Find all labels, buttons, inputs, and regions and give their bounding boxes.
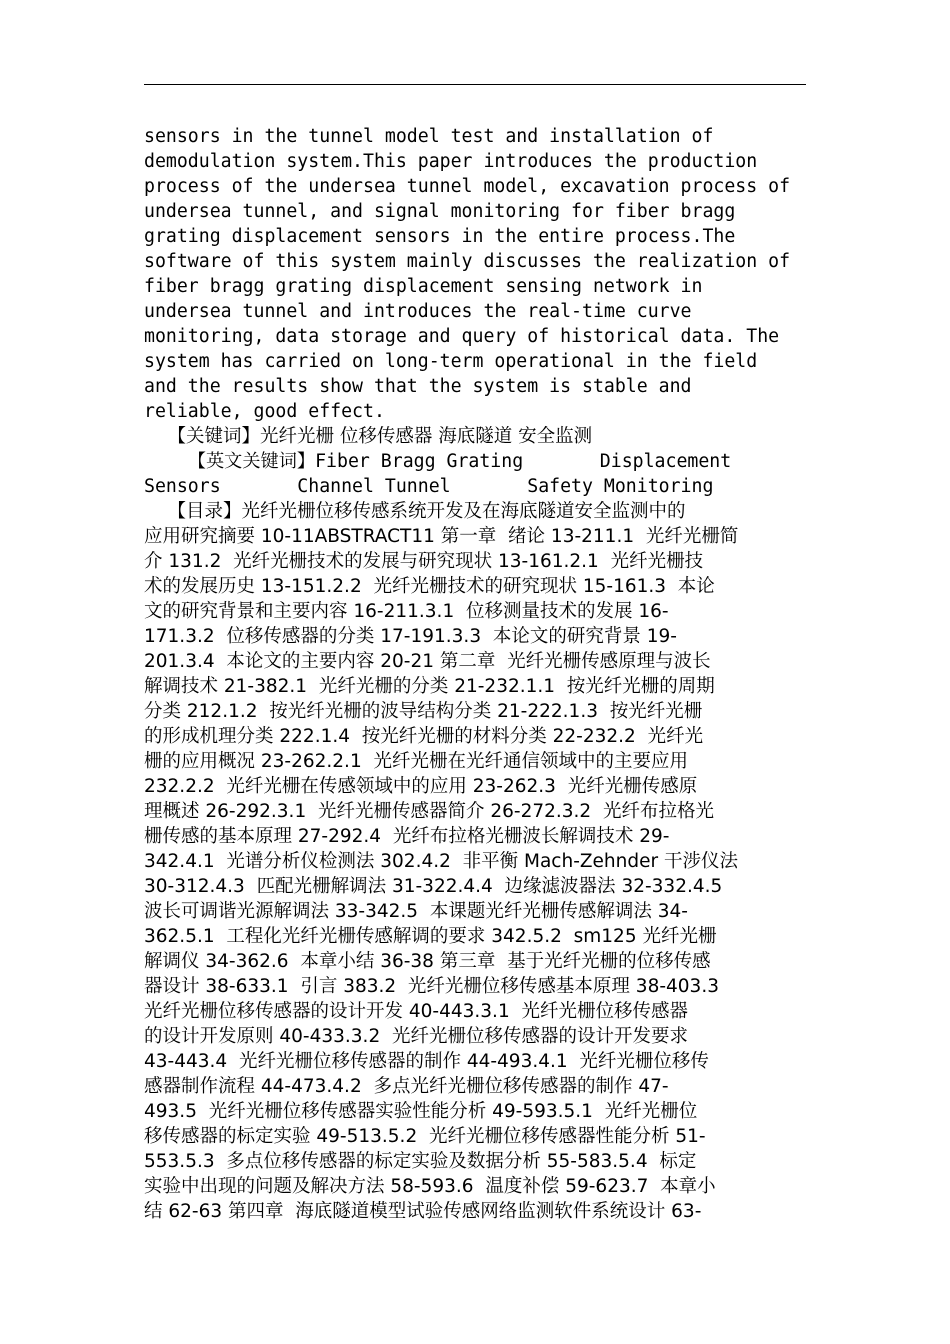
toc-line: 171.3.2 位移传感器的分类 17-191.3.3 本论文的研究背景 19-: [144, 626, 677, 647]
toc-line: 光纤光栅位移传感器的设计开发 40-443.3.1 光纤光栅位移传感器: [144, 1001, 688, 1022]
toc-line: 30-312.4.3 匹配光栅解调法 31-322.4.4 边缘滤波器法 32-332.4.5: [144, 876, 723, 897]
toc-line: 结 62-63 第四章 海底隧道模型试验传感网络监测软件系统设计 63-: [144, 1201, 702, 1222]
english-keywords-line: 【英文关键词】Fiber Bragg Grating Displacement: [144, 451, 732, 472]
toc-line: 493.5 光纤光栅位移传感器实验性能分析 49-593.5.1 光纤光栅位: [144, 1101, 698, 1122]
abstract-line: sensors in the tunnel model test and installation of: [144, 126, 714, 147]
table-of-contents: [144, 499, 806, 1224]
abstract-line: undersea tunnel, and signal monitoring for fiber bragg: [144, 201, 736, 222]
toc-line: 342.4.1 光谱分析仪检测法 302.4.2 非平衡 Mach-Zehnder 干涉仪法: [144, 851, 738, 872]
toc-line: 应用研究摘要 10-11ABSTRACT11 第一章 绪论 13-211.1 光纤光栅简: [144, 526, 739, 547]
english-keywords: [144, 449, 806, 499]
abstract-line: software of this system mainly discusses the realization of: [144, 251, 791, 272]
toc-line: 分类 212.1.2 按光纤光栅的波导结构分类 21-222.1.3 按光纤光栅: [144, 701, 703, 722]
document-body: [144, 124, 806, 1224]
toc-line: 介 131.2 光纤光栅技术的发展与研究现状 13-161.2.1 光纤光栅技: [144, 551, 704, 572]
toc-line: 【目录】光纤光栅位移传感系统开发及在海底隧道安全监测中的: [144, 501, 686, 522]
english-keywords-line: Sensors Channel Tunnel Safety Monitoring: [144, 476, 714, 497]
abstract-line: reliable, good effect.: [144, 401, 385, 422]
toc-line: 43-443.4 光纤光栅位移传感器的制作 44-493.4.1 光纤光栅位移传: [144, 1051, 709, 1072]
toc-line: 波长可调谐光源解调法 33-342.5 本课题光纤光栅传感解调法 34-: [144, 901, 688, 922]
abstract-line: fiber bragg grating displacement sensing network in: [144, 276, 703, 297]
abstract-line: undersea tunnel and introduces the real-time curve: [144, 301, 692, 322]
toc-line: 文的研究背景和主要内容 16-211.3.1 位移测量技术的发展 16-: [144, 601, 669, 622]
toc-line: 理概述 26-292.3.1 光纤光栅传感器简介 26-272.3.2 光纤布拉格光: [144, 801, 714, 822]
english-abstract: [144, 124, 806, 424]
toc-line: 232.2.2 光纤光栅在传感领域中的应用 23-262.3 光纤光栅传感原: [144, 776, 698, 797]
keywords-line: 【关键词】光纤光栅 位移传感器 海底隧道 安全监测: [144, 426, 593, 447]
toc-line: 实验中出现的问题及解决方法 58-593.6 温度补偿 59-623.7 本章小: [144, 1176, 716, 1197]
toc-line: 的形成机理分类 222.1.4 按光纤光栅的材料分类 22-232.2 光纤光: [144, 726, 704, 747]
abstract-line: process of the undersea tunnel model, excavation process of: [144, 176, 791, 197]
toc-line: 201.3.4 本论文的主要内容 20-21 第二章 光纤光栅传感原理与波长: [144, 651, 711, 672]
abstract-line: system has carried on long-term operational in the field: [144, 351, 758, 372]
toc-line: 解调仪 34-362.6 本章小结 36-38 第三章 基于光纤光栅的位移传感: [144, 951, 711, 972]
toc-line: 解调技术 21-382.1 光纤光栅的分类 21-232.1.1 按光纤光栅的周期: [144, 676, 715, 697]
abstract-line: grating displacement sensors in the entire process.The: [144, 226, 736, 247]
toc-line: 栅的应用概况 23-262.2.1 光纤光栅在光纤通信领域中的主要应用: [144, 751, 688, 772]
toc-line: 栅传感的基本原理 27-292.4 光纤布拉格光栅波长解调技术 29-: [144, 826, 670, 847]
toc-line: 553.5.3 多点位移传感器的标定实验及数据分析 55-583.5.4 标定: [144, 1151, 697, 1172]
header-rule: [144, 84, 806, 85]
toc-line: 术的发展历史 13-151.2.2 光纤光栅技术的研究现状 15-161.3 本论: [144, 576, 715, 597]
toc-line: 的设计开发原则 40-433.3.2 光纤光栅位移传感器的设计开发要求: [144, 1026, 688, 1047]
abstract-line: monitoring, data storage and query of historical data. The: [144, 326, 780, 347]
toc-line: 362.5.1 工程化光纤光栅传感解调的要求 342.5.2 sm125 光纤光栅: [144, 926, 717, 947]
toc-line: 感器制作流程 44-473.4.2 多点光纤光栅位移传感器的制作 47-: [144, 1076, 669, 1097]
toc-line: 移传感器的标定实验 49-513.5.2 光纤光栅位移传感器性能分析 51-: [144, 1126, 706, 1147]
abstract-line: demodulation system.This paper introduces the production: [144, 151, 758, 172]
abstract-line: and the results show that the system is stable and: [144, 376, 692, 397]
toc-line: 器设计 38-633.1 引言 383.2 光纤光栅位移传感基本原理 38-403.3: [144, 976, 719, 997]
